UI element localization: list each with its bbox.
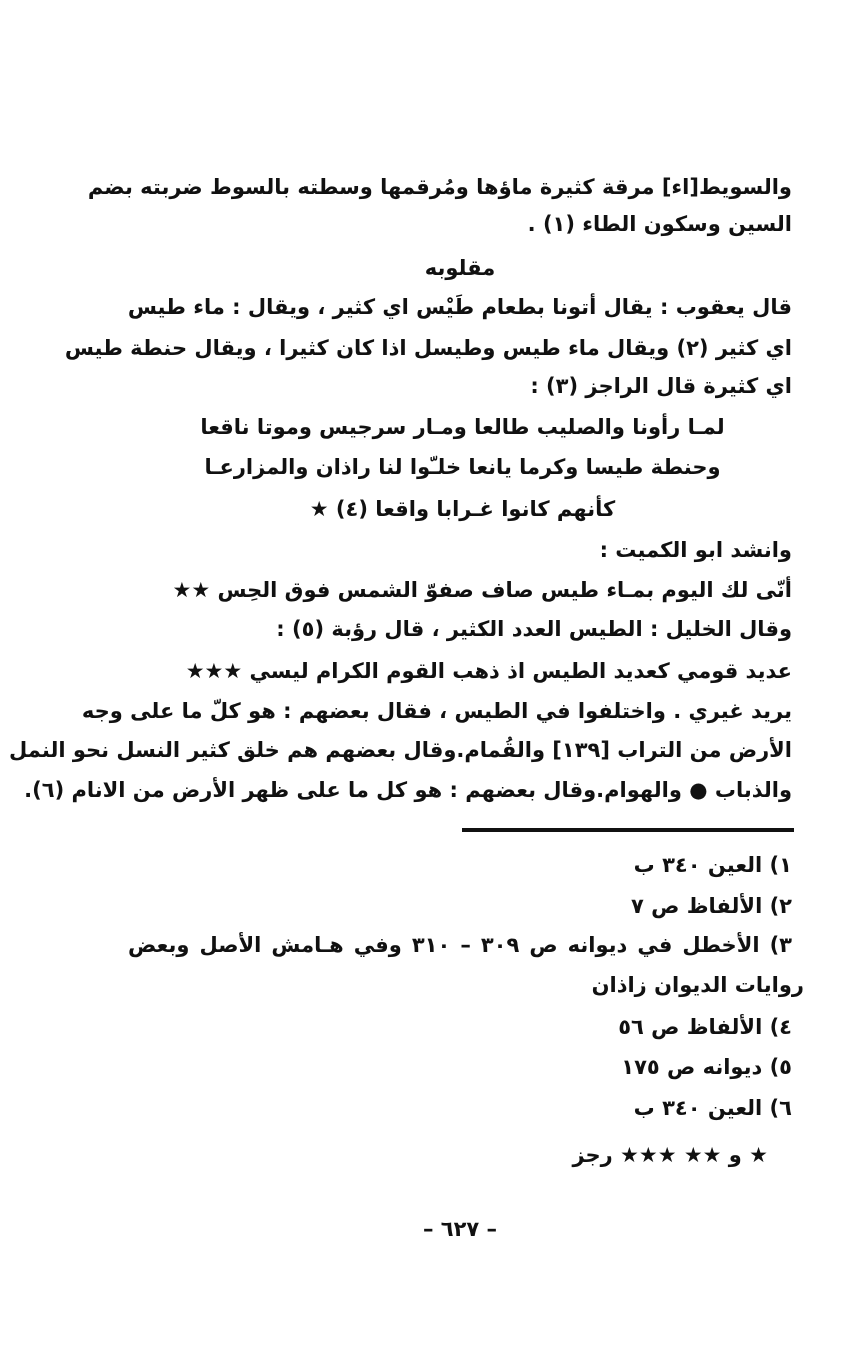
footnote-3-line-1: ٣) الأخطل في ديوانه ص ٣٠٩ – ٣١٠ وفي هـامش الأصل وبعض <box>128 933 792 957</box>
page-number: – ٦٢٧ – <box>422 1217 498 1241</box>
paragraph-2-line-3: اي كثيرة قال الراجز (٣) : <box>530 374 792 398</box>
verse-line-5: عديد قومي كعديد الطيس اذ ذهب القوم الكرام ليسي ★★★ <box>185 659 792 683</box>
paragraph-5-line-1: يريد غيري . واختلفوا في الطيس ، فقال بعضهم : هو كلّ ما على وجه <box>81 699 792 723</box>
footnote-1: ١) العين ٣٤٠ ب <box>633 853 792 877</box>
verse-line-3: كأنهم كانوا غـرابا واقعا (٤) ★ <box>309 497 616 521</box>
footnote-2: ٢) الألفاظ ص ٧ <box>631 894 792 918</box>
verse-line-4: أنّى لك اليوم بمـاء طيس صاف صفوّ الشمس فوق الحِس ★★ <box>172 578 792 602</box>
verse-line-1: لمـا رأونا والصليب طالعا ومـار سرجيس وموتا ناقعا <box>200 415 725 439</box>
paragraph-2-line-1: قال يعقوب : يقال أتونا بطعام طَيْس اي كثير ، ويقال : ماء طيس <box>127 295 792 319</box>
verse-line-2: وحنطة طيسا وكرما يانعا خلـّوا لنا راذان والمزارعـا <box>204 455 721 479</box>
paragraph-5-line-3: والذباب ● والهوام.وقال بعضهم : هو كل ما على ظهر الأرض من الانام (٦). <box>24 778 792 802</box>
footnote-5: ٥) ديوانه ص ١٧٥ <box>621 1055 792 1079</box>
paragraph-1-line-2: السين وسكون الطاء (١) . <box>527 212 792 236</box>
footnote-stars-legend: ★ و ★★ ★★★ رجز <box>572 1143 768 1167</box>
footnote-4: ٤) الألفاظ ص ٥٦ <box>618 1015 792 1039</box>
paragraph-2-line-2: اي كثير (٢) ويقال ماء طيس وطيسل اذا كان كثيرا ، ويقال حنطة طيس <box>64 336 792 360</box>
footnote-divider <box>462 828 794 832</box>
paragraph-4-line-1: وقال الخليل : الطيس العدد الكثير ، قال رؤبة (٥) : <box>276 617 792 641</box>
footnote-3-line-2: روايات الديوان زاذان <box>591 973 804 997</box>
section-heading: مقلوبه <box>424 256 496 280</box>
paragraph-3-line-1: وانشد ابو الكميت : <box>599 538 792 562</box>
footnote-6: ٦) العين ٣٤٠ ب <box>633 1096 792 1120</box>
paragraph-5-line-2: الأرض من التراب [١٣٩] والقُمام.وقال بعضهم هم خلق كثير النسل نحو النمل <box>9 738 792 762</box>
paragraph-1-line-1: والسويط[اء] مرقة كثيرة ماؤها ومُرقمها وسطته بالسوط ضربته بضم <box>87 175 792 199</box>
